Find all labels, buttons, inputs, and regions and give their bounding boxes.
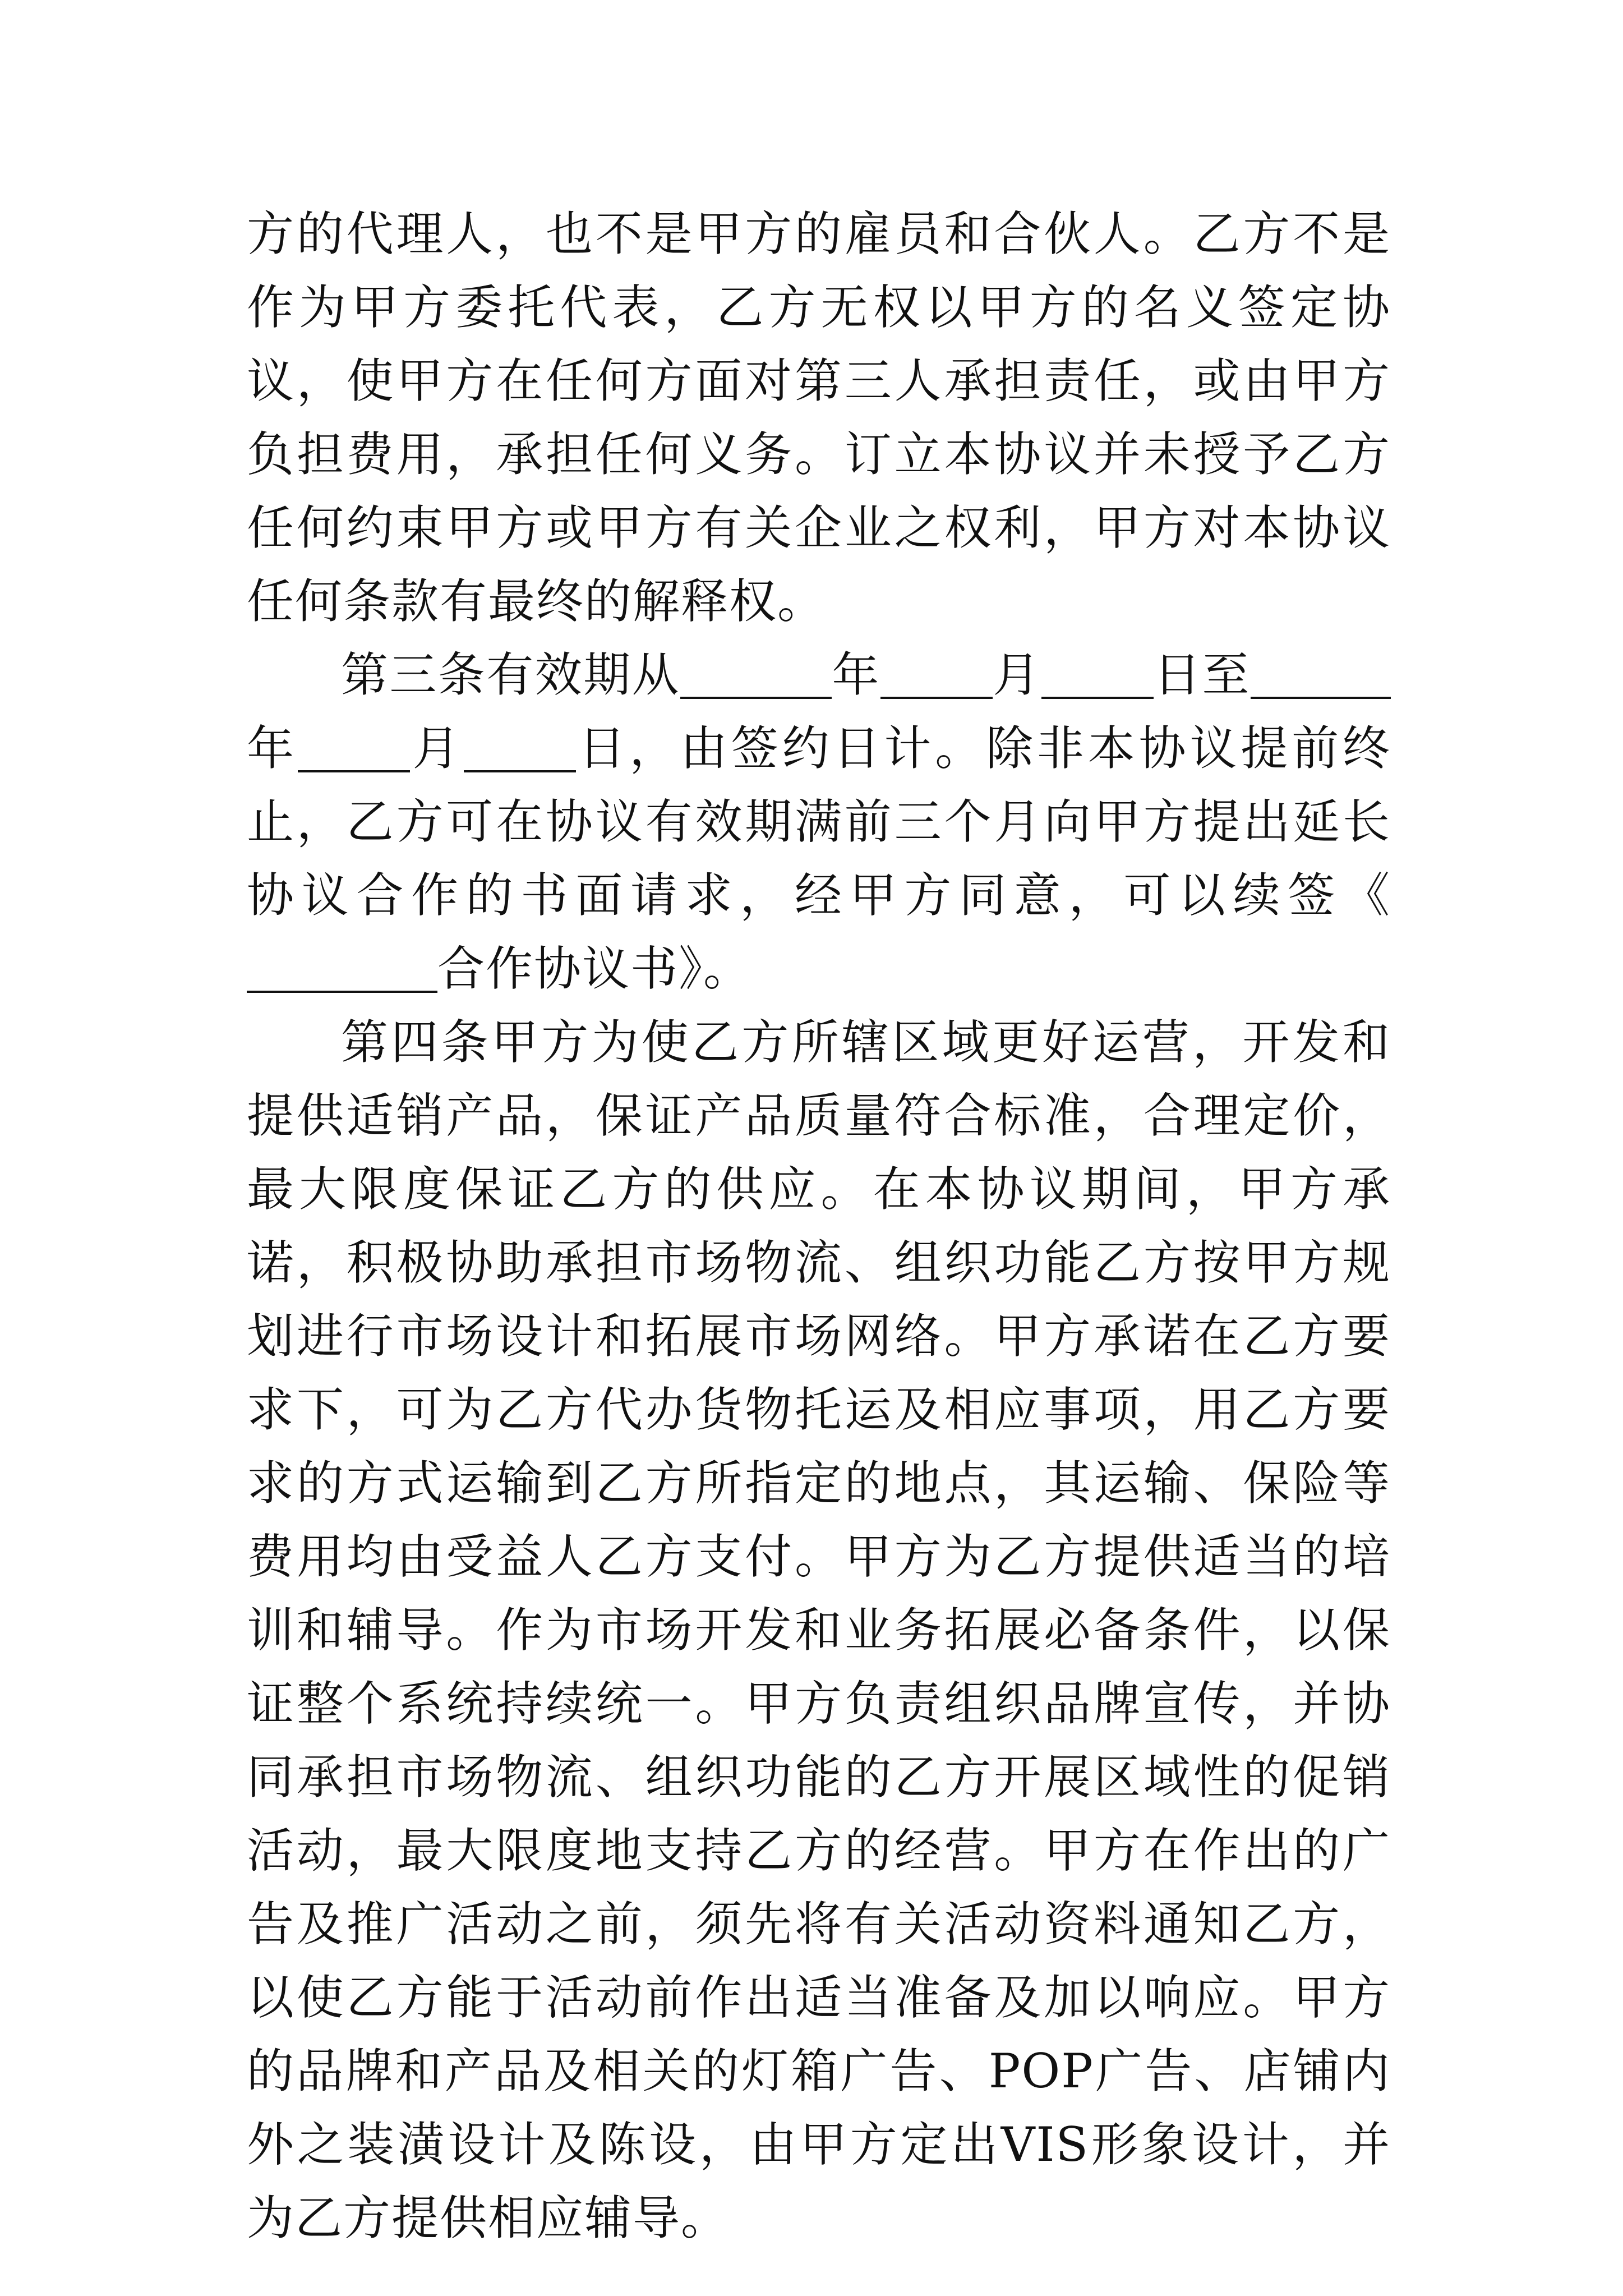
- text-segment: 月: [992, 647, 1041, 702]
- blank-start-year: [680, 650, 832, 699]
- blank-end-day: [464, 723, 576, 772]
- paragraph-article-4-obligations: 第四条甲方为使乙方所辖区域更好运营，开发和提供适销产品，保证产品质量符合标准，合理定价，最大限度保证乙方的供应。在本协议期间，甲方承诺，积极协助承担市场物流、组织功能乙方按甲方规划进行市场设计和拓展市场网络。甲方承诺在乙方要求下，可为乙方代办货物托运及相应事项，用乙方要求的方式运输到乙方所指定的地点，其运输、保险等费用均由受益人乙方支付。甲方为乙方提供适当的培训和辅导。作为市场开发和业务拓展必备条件，以保证整个系统持续统一。甲方负责组织品牌宣传，并协同承担市场物流、组织功能的乙方开展区域性的促销活动，最大限度地支持乙方的经营。甲方在作出的广告及推广活动之前，须先将有关活动资料通知乙方，以使乙方能于活动前作出适当准备及加以响应。甲方的品牌和产品及相关的灯箱广告、POP广告、店铺内外之装潢设计及陈设，由甲方定出VIS形象设计，并为乙方提供相应辅导。: [247, 1015, 1391, 2246]
- blank-start-day: [1041, 650, 1154, 699]
- text-segment: 年: [831, 647, 880, 702]
- document-body: [247, 197, 1391, 2255]
- blank-end-year: [1251, 650, 1391, 699]
- text-segment: 合作协议书》。: [437, 941, 752, 996]
- text-segment: 第三条有效期从: [341, 647, 680, 702]
- paragraph-agency-clause: 方的代理人，也不是甲方的雇员和合伙人。乙方不是作为甲方委托代表，乙方无权以甲方的名义签定协议，使甲方在任何方面对第三人承担责任，或由甲方负担费用，承担任何义务。订立本协议并未授予乙方任何约束甲方或甲方有关企业之权利，甲方对本协议任何条款有最终的解释权。: [247, 206, 1391, 629]
- text-segment: 月: [409, 721, 464, 776]
- text-segment: 日，由签约日计。除非本协议提前终止，乙方可在协议有效期满前三个月向甲方提出延长协议合作的书面请求，经甲方同意，可以续签《: [247, 721, 1391, 923]
- blank-agreement-name: [247, 944, 437, 993]
- text-segment: 日至: [1153, 647, 1251, 702]
- blank-end-month: [298, 723, 410, 772]
- text-segment: 年: [247, 721, 298, 776]
- paragraph-article-3-validity: [247, 638, 1391, 1006]
- blank-start-month: [880, 650, 993, 699]
